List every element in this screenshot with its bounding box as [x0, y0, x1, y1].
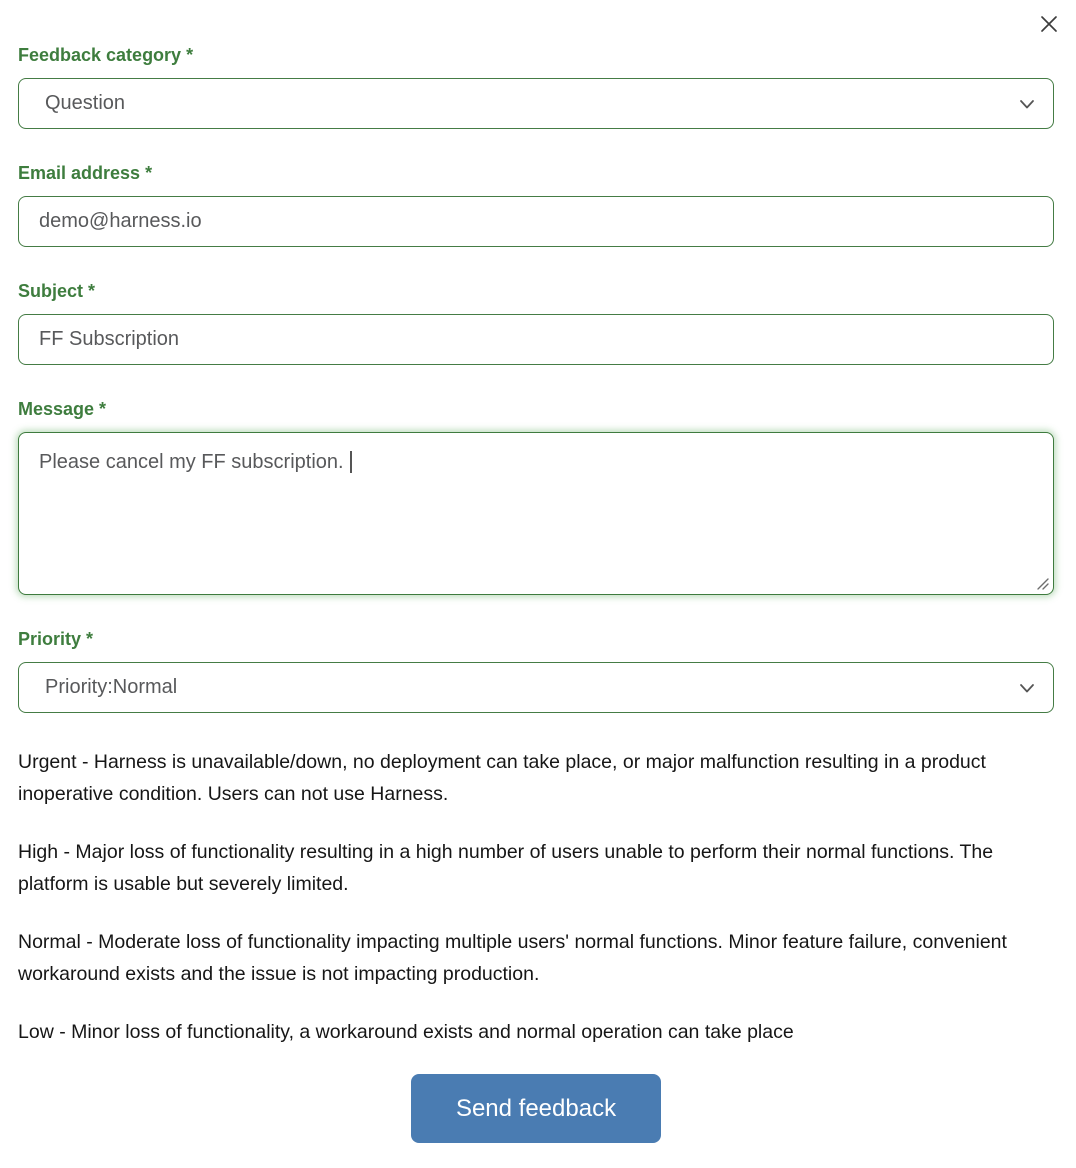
email-address-label	[18, 162, 1054, 184]
required-asterisk: *	[145, 163, 153, 183]
field-message	[18, 398, 1054, 595]
message-label	[18, 398, 1054, 420]
field-priority	[18, 628, 1054, 713]
priority-descriptions	[18, 746, 1054, 1048]
priority-selected-value: Priority:Normal	[45, 676, 178, 698]
text-cursor-caret	[350, 451, 352, 473]
message-label-text: Message	[18, 399, 95, 419]
required-asterisk: *	[99, 399, 107, 419]
field-feedback-category	[18, 44, 1054, 129]
field-subject	[18, 280, 1054, 365]
priority-description-urgent: Urgent - Harness is unavailable/down, no deployment can take place, or major malfunction resulting in a product inoperative condition. Users can not use Harness.	[18, 751, 986, 805]
priority-select[interactable]	[18, 662, 1054, 713]
feedback-category-select[interactable]	[18, 78, 1054, 129]
subject-label	[18, 280, 1054, 302]
priority-description-high: High - Major loss of functionality resulting in a high number of users unable to perform their normal functions. The platform is usable but severely limited.	[18, 841, 994, 895]
required-asterisk: *	[86, 629, 94, 649]
subject-input[interactable]	[18, 314, 1054, 365]
dialog-header	[0, 0, 1076, 40]
submit-row	[18, 1074, 1054, 1168]
required-asterisk: *	[186, 45, 194, 65]
feedback-form	[0, 40, 1076, 1168]
resize-grip-icon[interactable]	[1034, 575, 1050, 591]
feedback-category-label	[18, 44, 1054, 66]
feedback-category-selected-value: Question	[45, 92, 126, 114]
priority-description-low: Low - Minor loss of functionality, a workaround exists and normal operation can take place	[18, 1021, 794, 1043]
send-feedback-button[interactable]: Send feedback	[411, 1074, 661, 1143]
close-icon[interactable]	[1039, 14, 1059, 34]
feedback-category-label-text: Feedback category	[18, 45, 182, 65]
email-address-label-text: Email address	[18, 163, 141, 183]
chevron-down-icon	[1017, 94, 1037, 114]
message-text: Please cancel my FF subscription.	[39, 451, 350, 473]
field-email-address	[18, 162, 1054, 247]
email-input[interactable]	[18, 196, 1054, 247]
required-asterisk: *	[88, 281, 96, 301]
chevron-down-icon	[1017, 678, 1037, 698]
priority-label	[18, 628, 1054, 650]
priority-description-normal: Normal - Moderate loss of functionality impacting multiple users' normal functions. Minor feature failure, convenient workaround exists and the issue is not impacting production.	[18, 931, 1007, 985]
priority-label-text: Priority	[18, 629, 82, 649]
message-textarea[interactable]	[18, 432, 1054, 595]
subject-label-text: Subject	[18, 281, 84, 301]
